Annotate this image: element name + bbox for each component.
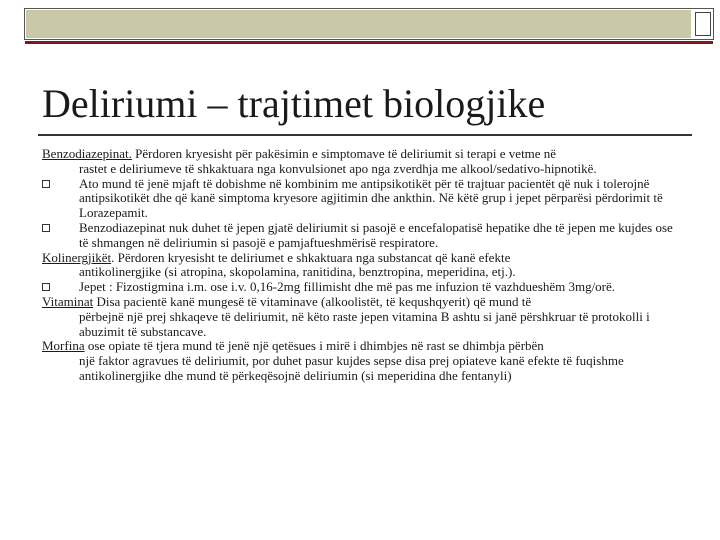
bullet-item xyxy=(42,280,682,295)
entry-benzodiazepinat xyxy=(42,147,682,177)
bullet-text: Ato mund të jenë mjaft të dobishme në kombinim me antipsikotikët për të trajtuar pacientët që nuk i tolerojnë antipsikotikët dhe që kanë simptoma kryesore agjitimin dhe ankthin. Në këtë grup i jepet përparësi përdorimit të Lorazepamit. xyxy=(79,175,663,221)
slide-content xyxy=(42,147,682,384)
header-bar-fill xyxy=(26,10,691,38)
entry-kolinergjiket xyxy=(42,251,682,281)
bullet-text: Benzodiazepinat nuk duhet të jepen gjatë deliriumit si pasojë e encefalopatisë hepatike dhe të jepen me kujdes ose të shmangen në deliriumin si pasojë e pamjaftueshmërisë respiratore. xyxy=(79,219,673,250)
header-bar xyxy=(24,8,714,40)
square-bullet-icon xyxy=(42,180,50,188)
entry-morfina xyxy=(42,339,682,383)
entry-continuation: antikolinergjike (si atropina, skopolamina, ranitidina, benztropina, meperidina, etj.). xyxy=(79,264,516,280)
entry-first-line: Disa pacientë kanë mungesë të vitaminave (alkoolistët, të kequshqyerit) që mund të xyxy=(93,293,532,309)
entry-vitaminat xyxy=(42,295,682,339)
bullet-item xyxy=(42,221,682,251)
entry-term: Benzodiazepinat. xyxy=(42,146,132,161)
entry-first-line: Përdoren kryesisht për pakësimin e simptomave të deliriumit si terapi e vetme në xyxy=(131,146,557,161)
entry-continuation: rastet e deliriumeve të shkaktuara nga konvulsionet apo nga zverdhja me alkool/sedativo-hipnotikë. xyxy=(79,160,597,176)
header-accent-line xyxy=(25,41,713,44)
bullet-text: Jepet : Fizostigmina i.m. ose i.v. 0,16-2mg fillimisht dhe më pas me infuzion të vazhdueshëm 3mg/orë. xyxy=(79,279,616,295)
entry-continuation: përbejnë një prej shkaqeve të deliriumit, në këto raste jepen vitamina B ashtu si janë përshkruar të protokolli i abuzimit të substancave. xyxy=(79,308,650,339)
entry-term: Vitaminat xyxy=(42,293,94,309)
square-bullet-icon xyxy=(42,224,50,232)
entry-first-line: . Përdoren kryesisht te deliriumet e shkaktuara nga substancat që kanë efekte xyxy=(111,249,511,265)
slide-title: Deliriumi – trajtimet biologjike xyxy=(42,81,546,126)
square-bullet-icon xyxy=(42,283,50,291)
entry-first-line: ose opiate të tjera mund të jenë një qetësues i mirë i dhimbjes në rast se dhimbja përbën xyxy=(84,338,544,354)
entry-term: Morfina xyxy=(42,338,85,354)
header-corner-box xyxy=(695,12,711,36)
title-divider xyxy=(38,134,692,136)
entry-continuation: një faktor agravues të deliriumit, por duhet pasur kujdes sepse disa prej opiateve kanë efekte të fuqishme antikolinergjike dhe mund të përkeqësojnë deliriumin (si meperidina dhe fentanyli) xyxy=(79,353,624,383)
entry-term: Kolinergjikët xyxy=(42,249,112,265)
bullet-item xyxy=(42,177,682,221)
